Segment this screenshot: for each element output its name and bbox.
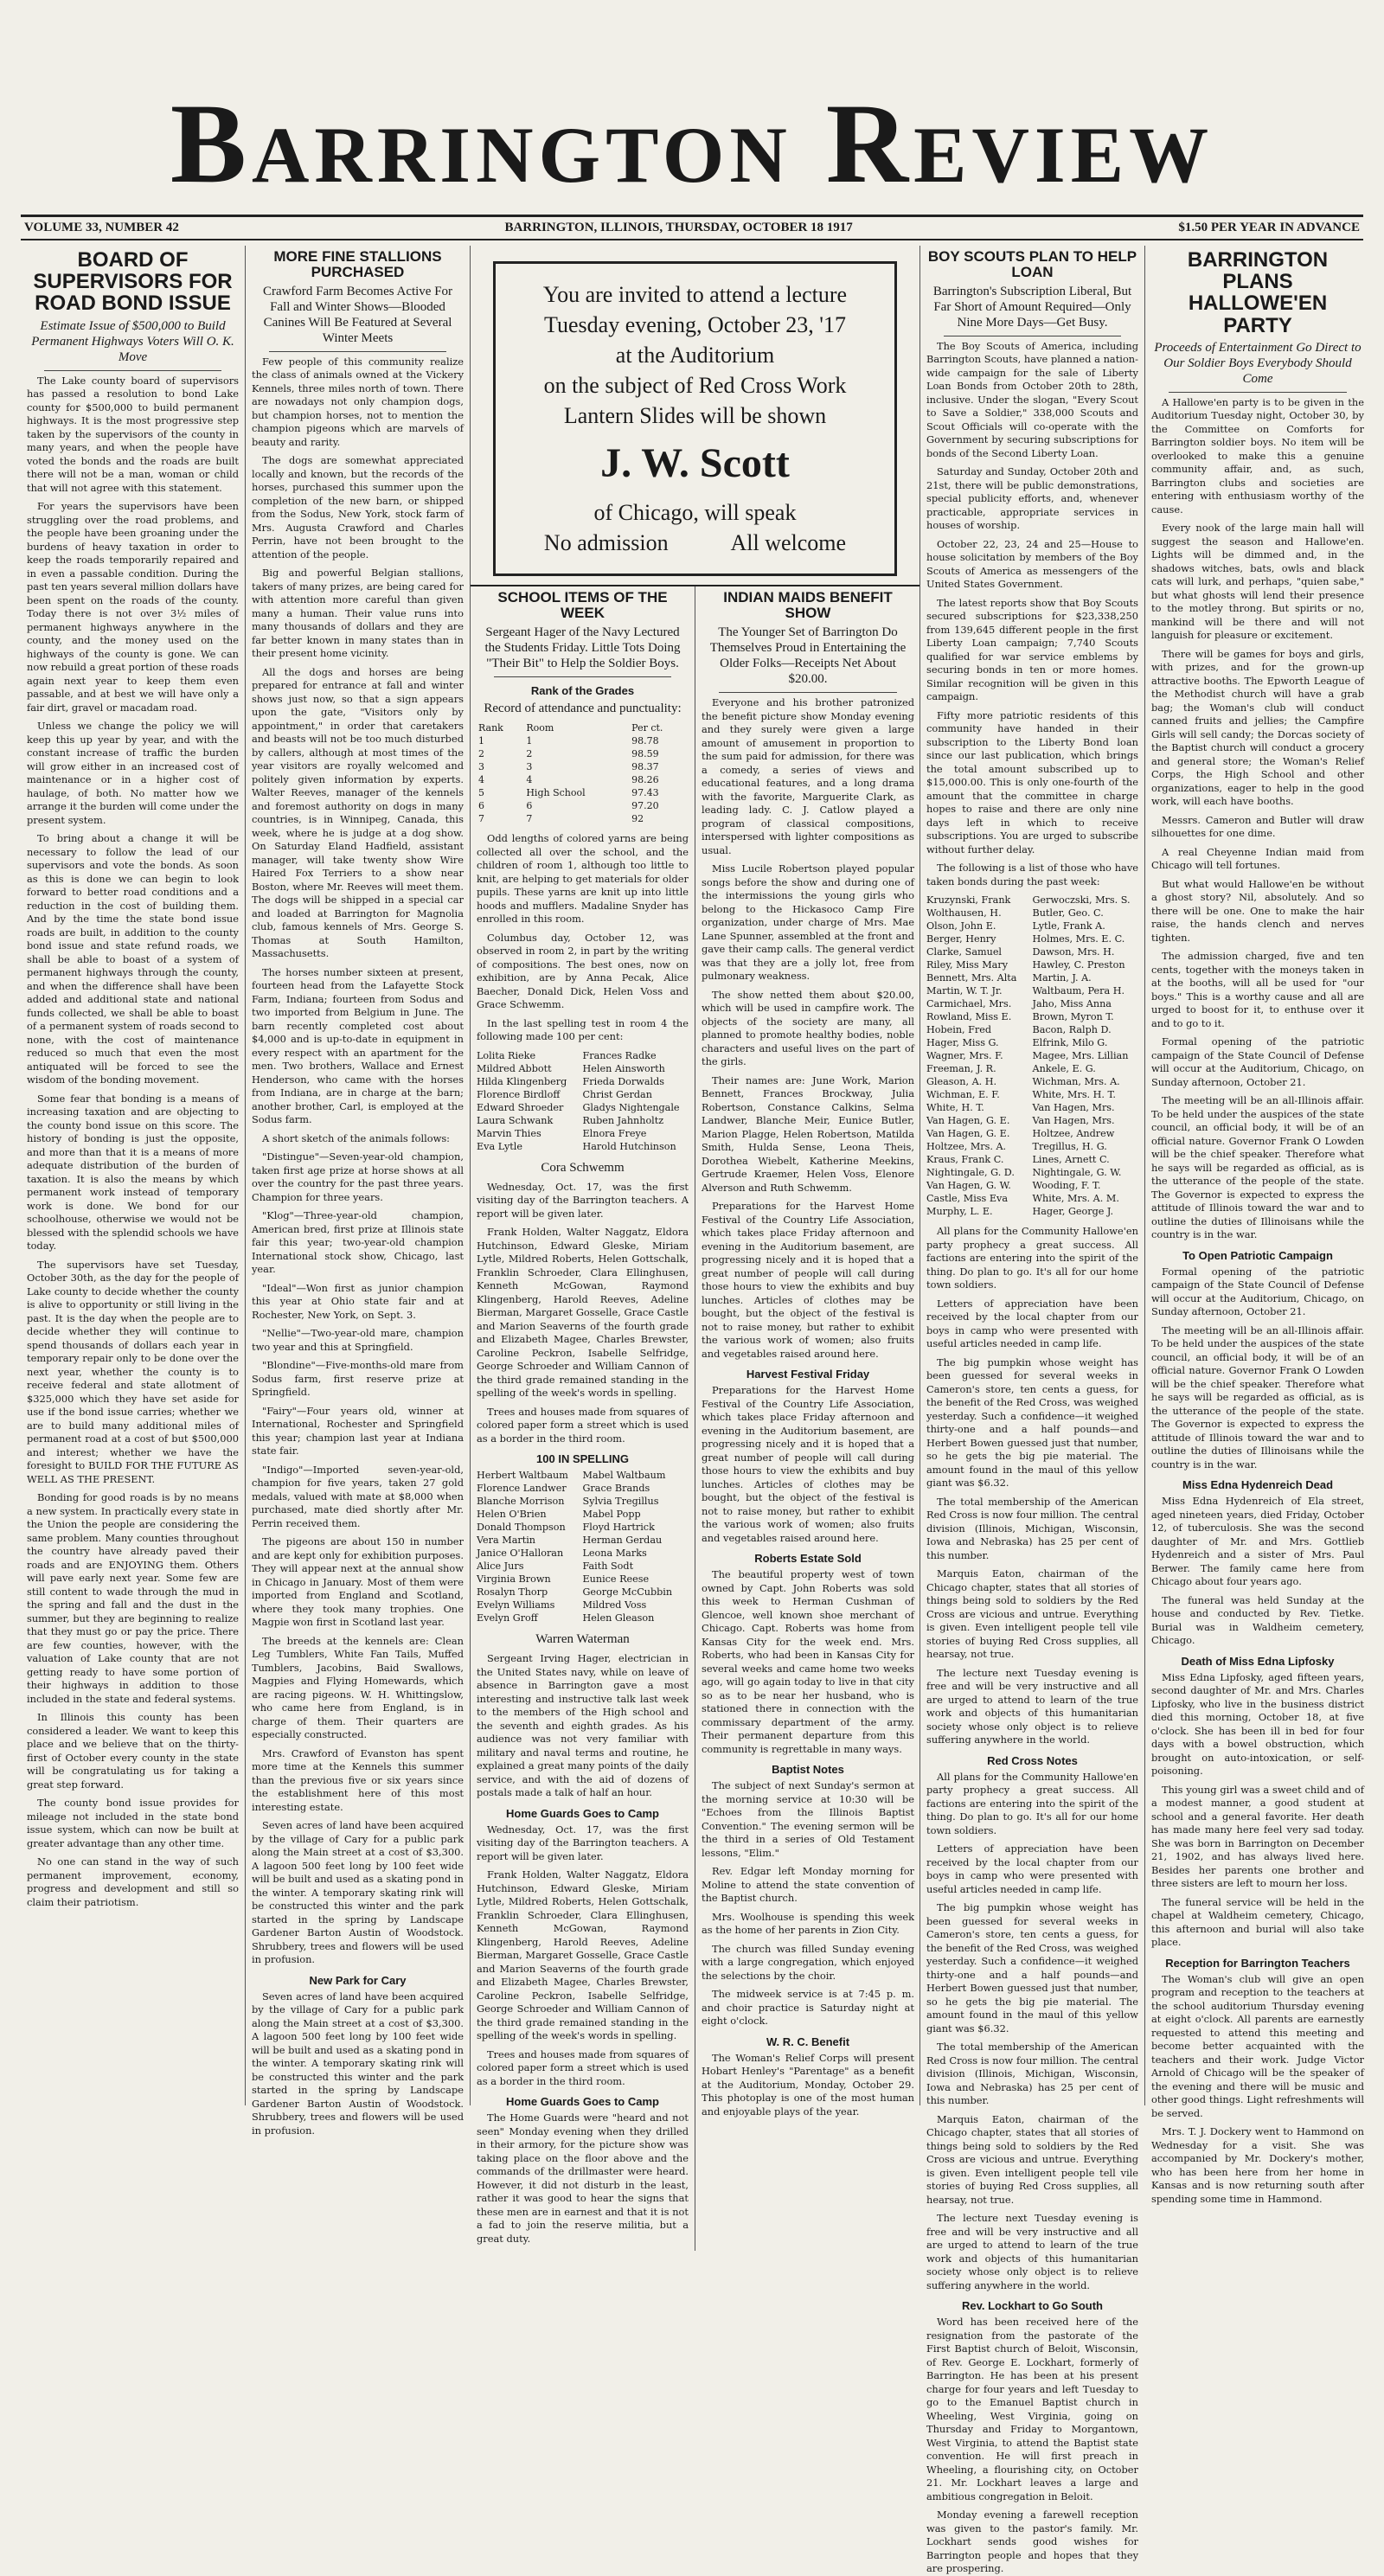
- name-entry: Donald Thompson: [477, 1522, 566, 1534]
- story-paragraph: All plans for the Community Hallowe'en party prophecy a great success. All factions are entering into the spirit of the thing. Do plan to go. It's all for our home town soldiers.: [926, 1770, 1138, 1836]
- story-paragraph: For years the supervisors have been struggling over the road problems, and the people have been groaning under the burdens of heavy taxation in order to keep the roads temporarily repaired and in even a passable condition. During the past ten years several million dollars have been spent on the roads of the county. Today there is not over 3½ miles of permanent highways anywhere in the county, and the money used on the highways of the county is gone. We can now rebuild a great portion of these roads again next year to keep them even passable, and at best we will have only a fair dirt, gravel or macadam road.: [27, 500, 239, 714]
- story-paragraph: There will be games for boys and girls, with prizes, and for the grown-up attractive booths. The Epworth League of the Methodist church will have a grab bag; the Woman's club will conduct canned fruits and jellies; the Campfire Girls will sell candy; the Dorcas society of the Baptist church will conduct a grocery and general store; the Woman's Relief Corps, the High School and other organizations, eager to help in the good work, will each have booths.: [1151, 647, 1364, 808]
- story-paragraph: The lecture next Tuesday evening is free and will be very instructive and all are urged to attend to learn of the true work and objects of this humanitarian society whose only object is to relieve suffering anywhere in the world.: [926, 2212, 1138, 2291]
- ad-foot-right: All welcome: [730, 530, 847, 556]
- place-date: BARRINGTON, ILLINOIS, THURSDAY, OCTOBER 18 1917: [504, 221, 853, 234]
- story-paragraph: To bring about a change it will be necessary to follow the lead of our supervisors and vote the bonds. As soon as this is done we can begin to look forward to better road conditions and a reduction in the cost of building them. And by the time the state bond issue roads are built, in addition to the county bond issue and state refund roads, we shall be able to boast of a system of permanent highways through the county, and when the difference shall have been added and additional state and national funds collected, we shall be able to boast of a permanent system of roads second to none, with the cost of maintenance reduced so much that even the most antiquated will be forced to see the wisdom of the bonding movement.: [27, 832, 239, 1086]
- story-paragraph: Miss Edna Lipfosky, aged fifteen years, second daughter of Mr. and Mrs. Charles Lipfosky, who live in the business district died this morning, October 18, at five o'clock. She has been ill in bed for four days with a bowel obstruction, which brought on auto-intoxication, or self-poisoning.: [1151, 1670, 1364, 1778]
- story-paragraph: Formal opening of the patriotic campaign of the State Council of Defense will occur at the Auditorium, Chicago, on Sunday afternoon, October 21.: [1151, 1035, 1364, 1088]
- story-paragraph: The Lake county board of supervisors has passed a resolution to bond Lake county for $500,000 to build permanent highways. It is the most progressive step taken by the supervisors of the county in many years, and when the people have voted the bonds and the roads are built there will not be a man, woman or child that will not agree with this statement.: [27, 374, 239, 494]
- story-paragraph: October 22, 23, 24 and 25—House to house solicitation by members of the Boy Scouts of America as messengers of the United States Government.: [926, 537, 1138, 591]
- name-list: [477, 1049, 689, 1153]
- name-entry: Floyd Hartrick: [582, 1522, 655, 1534]
- grades-cell: 1: [478, 735, 484, 747]
- name-entry: Alice Jurs: [477, 1560, 524, 1573]
- story-paragraph: "Distingue"—Seven-year-old champion, taken first age prize at horse shows at all over the country for the past three years. Champion for three years.: [252, 1150, 464, 1203]
- subheadline: New Park for Cary: [309, 1973, 407, 1987]
- name-entry: Frieda Dorwalds: [582, 1075, 664, 1087]
- name-entry: Frances Radke: [582, 1049, 657, 1061]
- grades-cell: 2: [478, 748, 484, 760]
- story-paragraph: A Hallowe'en party is to be given in the Auditorium Tuesday night, October 30, by the Committee on Comforts for Barrington soldier boys. No item will be overlooked to make this a genuine community affair, and, as such, Barrington clubs and societies are entering with enthusiasm worthy of the cause.: [1151, 395, 1364, 516]
- story-paragraph: Miss Lucile Robertson played popular songs before the show and during one of the intermissions the young girls who belong to the Hickasoco Camp Fire organization, under charge of Mrs. Mae Lane Spunner, assembled at the front and gave their camp calls. The general verdict was that they are a jolly lot, free from pulmonary weakness.: [702, 862, 914, 983]
- grades-cell: 97.43: [631, 787, 659, 799]
- story-paragraph: The pigeons are about 150 in number and are kept only for exhibition purposes. They will appear next at the annual show in Chicago in January. Most of them were imported from England and Scotland, where they took many trophies. One Magpie won first in Scotland last year.: [252, 1535, 464, 1629]
- lecture-advertisement: [493, 261, 897, 576]
- story-paragraph: "Ideal"—Won first as junior champion this year at Ohio state fair and at Rochester, New York, on Sept. 3.: [252, 1281, 464, 1321]
- deck: Barrington's Subscription Liberal, But Far Short of Amount Required—Only Nine More Days—Get Busy.: [932, 284, 1132, 330]
- grades-cell: High School: [526, 787, 586, 799]
- headline: BOARD OF SUPERVISORS FOR ROAD BOND ISSUE: [33, 248, 233, 316]
- ad-line-6: of Chicago, will speak: [593, 500, 797, 526]
- story-paragraph: "Fairy"—Four years old, winner at International, Rochester and Springfield this year; champion last year at Indiana state fair.: [252, 1404, 464, 1458]
- name-entry: Vera Martin: [477, 1535, 535, 1547]
- story-paragraph: The horses number sixteen at present, fourteen head from the Lafayette Stock Farm, Indiana; fourteen from Sodus and two imported from Belgium in June. The barn recently completed cost about $4,000 and is up-to-date in equipment in every respect with an apartment for the men. Two brothers, Wallace and Ernest Henderson, who came with the horses from Indiana, are in charge at the barn; another brother, Carl, is employed at the Sodus farm.: [252, 965, 464, 1126]
- story-paragraph: Frank Holden, Walter Naggatz, Eldora Hutchinson, Edward Gleske, Miriam Lytle, Mildred Roberts, Helen Gottschalk, Franklin Schroeder, Clara Ellinghusen, Kenneth McGowan, Raymond Klingenberg, Harold Reeves, Adeline Bierman, Margaret Gosselle, Grace Castle and Marion Seaverns of the fourth grade and Elizabeth Magee, Charles Brewster, Caroline Peckron, Isabelle Selfridge, George Schroeder and William Cannon of the third grade remained standing in the spelling of the week's words in spelling.: [477, 1226, 689, 1400]
- name-entry: Freeman, J. R.: [926, 1063, 996, 1075]
- name-entry: Lytle, Frank A.: [1032, 920, 1105, 932]
- column-5: [920, 246, 1145, 2575]
- name-entry: Bacon, Ralph D.: [1032, 1024, 1112, 1036]
- story-paragraph: Wednesday, Oct. 17, was the first visiting day of the Barrington teachers. A report will be given later.: [477, 1823, 689, 1862]
- name-entry: Magee, Mrs. Lillian: [1032, 1050, 1129, 1062]
- grades-cell: 5: [478, 787, 484, 799]
- name-entry: Rosalyn Thorp: [477, 1586, 548, 1599]
- headline: MORE FINE STALLIONS PURCHASED: [273, 248, 442, 280]
- grades-cell: 98.26: [631, 774, 659, 786]
- name-entry: Lolita Rieke: [477, 1049, 536, 1061]
- story-paragraph: Frank Holden, Walter Naggatz, Eldora Hutchinson, Edward Gleske, Miriam Lytle, Mildred Roberts, Helen Gottschalk, Franklin Schroeder, Clara Ellinghusen, Kenneth McGowan, Raymond Klingenberg, Harold Reeves, Adeline Bierman, Margaret Gosselle, Grace Castle and Marion Seaverns of the fourth grade and Elizabeth Magee, Charles Brewster, Caroline Peckron, Isabelle Selfridge, George Schroeder and William Cannon of the third grade remained standing in the spelling of the week's words in spelling.: [477, 1868, 689, 2042]
- story-paragraph: The following is a list of those who have taken bonds during the past week:: [926, 862, 1138, 888]
- story-paragraph: Unless we change the policy we will keep this up year by year, and with the constant increase of traffic the burden will grow either in an increased cost of maintenance or in a higher cost of haulage, of both. No matter how we arrange it the burden will come under the present system.: [27, 720, 239, 826]
- story-paragraph: Mrs. T. J. Dockery went to Hammond on Wednesday for a visit. She was accompanied by Mr. Dockery's mother, who has been here from her home in Kansas and is now returning south after spending some time in Hammond.: [1151, 2125, 1364, 2205]
- name-entry: Herbert Waltbaum: [477, 1470, 568, 1482]
- grades-cell: 98.78: [631, 735, 659, 747]
- name-list: [477, 1469, 689, 1624]
- story-paragraph: All plans for the Community Hallowe'en party prophecy a great success. All factions are entering into the spirit of the thing. Do plan to go. It's all for our home town soldiers.: [926, 1225, 1138, 1291]
- name-entry: Wagner, Mrs. F.: [926, 1050, 1003, 1062]
- deck: Proceeds of Entertainment Go Direct to Our Soldier Boys Everybody Should Come: [1154, 340, 1362, 386]
- deck: Sergeant Hager of the Navy Lectured the Students Friday. Little Tots Doing "Their Bit" to Help the Soldier Boys.: [484, 625, 681, 671]
- name-entry: Lines, Arnett C.: [1032, 1154, 1110, 1166]
- grades-cell: 6: [526, 800, 533, 812]
- name-entry: Gerwoczski, Mrs. S.: [1032, 894, 1131, 907]
- name-entry: Jaho, Miss Anna: [1032, 998, 1112, 1010]
- subheadline: Rev. Lockhart to Go South: [962, 2299, 1103, 2313]
- name-entry: Grace Brands: [582, 1483, 650, 1495]
- name-entry: Cora Schwemm: [541, 1160, 625, 1175]
- name-entry: Gladys Nightengale: [582, 1101, 680, 1113]
- subheadline: Home Guards Goes to Camp: [506, 1806, 659, 1820]
- name-entry: Nightingale, G. D.: [926, 1167, 1015, 1179]
- grades-cell: 1: [526, 735, 533, 747]
- story-paragraph: The supervisors have set Tuesday, October 30th, as the day for the people of Lake county to decide whether the county is alive to opportunity or still living in the past. It is the day when the people are to decide whether they will continue to spend thousands of dollars each year in temporary repair only to be done over the next year, whether the county is to receive federal and state allotment of $325,000 which they have set aside for use if the bond issue carries; whether we are to build many additional miles of permanent road at a cost of but $500,000 and interest; whether we have the foresight to BUILD FOR THE FUTURE AS WELL AS THE PRESENT.: [27, 1258, 239, 1485]
- subheadline: Death of Miss Edna Lipfosky: [1181, 1654, 1335, 1668]
- name-entry: Ankele, E. G.: [1032, 1063, 1096, 1075]
- headline: INDIAN MAIDS BENEFIT SHOW: [723, 589, 893, 622]
- name-entry: Martin, J. A.: [1032, 972, 1092, 984]
- story-paragraph: In Illinois this county has been considered a leader. We want to keep this place and we believe that on the thirty-first of October every county in the state will be congratulating us for taking a great step forward.: [27, 1711, 239, 1791]
- story-paragraph: A short sketch of the animals follows:: [262, 1131, 451, 1144]
- name-entry: Eva Lytle: [477, 1140, 522, 1152]
- story-paragraph: Everyone and his brother patronized the benefit picture show Monday evening and they surely were given a large amount of amusement in proportion to the sum paid for admission, for there was a comedy, a series of views and educational features, and a long drama with the favorite, Marguerite Clark, as leading lady. C. J. Catlow played a program of classical compositions, interspersed with lighter compositions as usual.: [702, 696, 914, 856]
- name-entry: Leona Marks: [582, 1548, 647, 1560]
- story-paragraph: Sergeant Irving Hager, electrician in the United States navy, while on leave of absence in Barrington gave a most interesting and instructive talk last week to the members of the High school and the seventh and eighth grades. As his audience was not very familiar with military and naval terms and routine, he explained a great many points of the daily service, and with the aid of dozens of postals made a talk of half an hour.: [477, 1652, 689, 1799]
- story-paragraph: The Woman's club will give an open program and reception to the teachers at the school auditorium Thursday evening at eight o'clock. All parents are earnestly requested to attend this meeting and become better acquainted with the teachers and their work. Judge Victor Arnold of Chicago will be the speaker of the evening and there will be music and other good things. Light refreshments will be served.: [1151, 1972, 1364, 2119]
- name-entry: Butler, Geo. C.: [1032, 907, 1104, 920]
- grades-cell: 92: [631, 813, 644, 825]
- headline: SCHOOL ITEMS OF THE WEEK: [497, 589, 668, 622]
- name-entry: Mildred Voss: [582, 1599, 647, 1612]
- name-entry: Helen Gleason: [582, 1612, 655, 1624]
- name-entry: Wolthausen, H.: [926, 907, 1002, 920]
- name-entry: Warren Waterman: [535, 1632, 630, 1647]
- story-paragraph: The midweek service is at 7:45 p. m. and choir practice is Saturday night at eight o'clock.: [702, 1988, 914, 2028]
- name-entry: Virginia Brown: [477, 1573, 551, 1586]
- story-paragraph: The funeral was held Sunday at the house and conducted by Rev. Tietke. Burial was in Waldheim cemetery, Chicago.: [1151, 1593, 1364, 1647]
- story-paragraph: Miss Edna Hydenreich of Ela street, aged nineteen years, died Friday, October 12, of tuberculosis. She was the second daughter of Mr. and Mrs. Gottlieb Hydenreich and a sister of Mrs. Paul Berwer. The family came here from Chicago about four years ago.: [1151, 1495, 1364, 1588]
- story-paragraph: The dogs are somewhat appreciated locally and known, but the records of the horses, purchased this summer upon the completion of the new barn, or shipped from the Sodus, New York, stock farm of Mrs. Augusta Crawford and Charles Perrin, have not been brought to the attention of the people.: [252, 454, 464, 561]
- name-entry: Castle, Miss Eva: [926, 1193, 1009, 1205]
- name-entry: Kruzynski, Frank: [926, 894, 1011, 907]
- divider: [494, 676, 671, 677]
- story-paragraph: Preparations for the Harvest Home Festival of the Country Life Association, which takes place Friday afternoon and evening in the Auditorium basement, are progressing nicely and it is hoped that a great number of people will call during those hours to view the exhibits and buy lunches. Articles of clothes may be bought, but the object of the festival is not to raise money, but rather to exhibit the various work of women; also fruits and vegetables raised around here.: [702, 1200, 914, 1360]
- story-paragraph: Preparations for the Harvest Home Festival of the Country Life Association, which takes place Friday afternoon and evening in the Auditorium basement, are progressing nicely and it is hoped that a great number of people will call during those hours to view the exhibits and buy lunches. Articles of clothes may be bought, but the object of the festival is not to raise money, but rather to exhibit the various work of women; also fruits and vegetables raised around here.: [702, 1384, 914, 1544]
- deck: Estimate Issue of $500,000 to Build Permanent Highways Voters Will O. K. Move: [31, 318, 234, 364]
- subheadline: Home Guards Goes to Camp: [506, 2095, 659, 2109]
- subheadline: To Open Patriotic Campaign: [1182, 1248, 1333, 1262]
- story-paragraph: "Nellie"—Two-year-old mare, champion two year and this at Springfield.: [252, 1327, 464, 1353]
- grades-header-cell: Room: [526, 722, 554, 734]
- headline: BOY SCOUTS PLAN TO HELP LOAN: [927, 248, 1137, 280]
- name-entry: Laura Schwank: [477, 1114, 554, 1126]
- story-paragraph: The Boy Scouts of America, including Barrington Scouts, have planned a nation-wide campaign for the sale of Liberty Loan Bonds from October 20th to 28th, inclusive. Under the slogan, "Every Scout to Save a Soldier," 338,000 Scouts and Scout Officials will co-operate with the Government by securing subscriptions for bonds of the Second Liberty Loan.: [926, 339, 1138, 459]
- column-4: [695, 586, 920, 2251]
- middle-columns: [471, 585, 919, 2251]
- name-entry: Murphy, L. E.: [926, 1206, 993, 1218]
- name-entry: Edward Shroeder: [477, 1101, 564, 1113]
- name-entry: Tregillus, H. G.: [1032, 1141, 1107, 1153]
- story-paragraph: Saturday and Sunday, October 20th and 21st, there will be public demonstrations, special publicity efforts, and, whenever practicable, appropriate services in houses of worship.: [926, 465, 1138, 532]
- column-6: [1145, 246, 1370, 2205]
- deck: Crawford Farm Becomes Active For Fall and Winter Shows—Blooded Canines Will Be Featured at Several Winter Meets: [262, 284, 453, 345]
- name-entry: Eunice Reese: [582, 1573, 650, 1586]
- story-paragraph: Fifty more patriotic residents of this community have handed in their subscription to the Liberty Bond loan since our last publication, which brings the total amount subscribed up to $15,000.00. This is only one-fourth of the amount that the committee in charge hopes to raise and there are only nine days left in which to receive subscriptions. You are urged to subscribe without further delay.: [926, 708, 1138, 855]
- story-paragraph: Trees and houses made from squares of colored paper form a street which is used as a border in the third room.: [477, 1405, 689, 1445]
- grades-cell: 2: [526, 748, 533, 760]
- grades-row: [477, 786, 689, 799]
- story-paragraph: The lecture next Tuesday evening is free and will be very instructive and all are urged to attend to learn of the true work and objects of this humanitarian society whose only object is to relieve suffering anywhere in the world.: [926, 1666, 1138, 1746]
- subheadline: Harvest Festival Friday: [746, 1368, 870, 1381]
- story-paragraph: The funeral service will be held in the chapel at Waldheim cemetery, Chicago, this afternoon and burial will also take place.: [1151, 1895, 1364, 1949]
- name-entry: Harold Hutchinson: [582, 1140, 676, 1152]
- name-entry: Dawson, Mrs. H.: [1032, 946, 1115, 958]
- name-entry: Carmichael, Mrs.: [926, 998, 1012, 1010]
- name-entry: Berger, Henry: [926, 933, 996, 945]
- story-paragraph: Columbus day, October 12, was observed in room 2, in part by the writing of compositions. The best ones, now on exhibition, are by Anna Pecak, Alice Baecher, Donald Dick, Helen Voss and Grace Schwemm.: [477, 931, 689, 1011]
- grades-cell: 97.20: [631, 800, 659, 812]
- story-paragraph: The admission charged, five and ten cents, together with the moneys taken in at the booths, will all be used for "our boys." This is a worthy cause and all are urged to boost for it, to enthuse over it and to go to it.: [1151, 950, 1364, 1029]
- grades-cell: 7: [526, 813, 533, 825]
- name-entry: Herman Gerdau: [582, 1535, 663, 1547]
- ad-line-1: You are invited to attend a lecture: [542, 282, 848, 307]
- name-entry: Mabel Waltbaum: [582, 1470, 666, 1482]
- subheadline: Red Cross Notes: [987, 1753, 1078, 1767]
- story-paragraph: Mrs. Crawford of Evanston has spent more time at the Kennels this summer than the previous five or six years since the establishment here of this most interesting estate.: [252, 1746, 464, 1813]
- story-paragraph: Every nook of the large main hall will suggest the season and Hallowe'en. Lights will be dimmed and, in the shadows witches, bats, owls and black cats will lurk, and perhaps, "quien sabe," but what ghosts will lend their presence to the motley throng. But spirits or no, mankind will be there and will not languish for pleasure or excitement.: [1151, 522, 1364, 642]
- name-entry: Clarke, Samuel: [926, 946, 1003, 958]
- name-entry: Helen Ainsworth: [582, 1062, 665, 1074]
- story-paragraph: The total membership of the American Red Cross is now four million. The central division (Illinois, Michigan, Wisconsin, Iowa and Nebraska) has 25 per cent of this number.: [926, 2041, 1138, 2107]
- grades-row: [477, 773, 689, 786]
- grades-header-cell: Rank: [478, 722, 503, 734]
- story-paragraph: Rev. Edgar left Monday morning for Moline to attend the state convention of the Baptist church.: [702, 1865, 914, 1905]
- dateline: [21, 215, 1363, 240]
- name-entry: Marvin Thies: [477, 1127, 541, 1139]
- grades-row: [477, 799, 689, 812]
- name-entry: Faith Sodt: [582, 1560, 634, 1573]
- grades-cell: 3: [478, 761, 484, 773]
- grades-cell: 4: [526, 774, 533, 786]
- story-paragraph: "Klog"—Three-year-old champion, American bred, first prize at Illinois state fair this year; two-year-old champion International stock show, Chicago, last year.: [252, 1209, 464, 1276]
- story-paragraph: The church was filled Sunday evening with a large congregation, which enjoyed the selections by the choir.: [702, 1942, 914, 1982]
- name-entry: Mabel Popp: [582, 1509, 641, 1521]
- name-entry: White, Mrs. A. M.: [1032, 1193, 1119, 1205]
- story-paragraph: Mrs. Woolhouse is spending this week as the home of her parents in Zion City.: [702, 1910, 914, 1937]
- grades-cell: 6: [478, 800, 484, 812]
- story-paragraph: Formal opening of the patriotic campaign of the State Council of Defense will occur at the Auditorium, Chicago, on Sunday afternoon, October 21.: [1151, 1265, 1364, 1318]
- name-entry: Bennett, Mrs. Alta: [926, 972, 1017, 984]
- grades-cell: 98.59: [631, 748, 659, 760]
- name-entry: Van Hagen, G. E.: [926, 1128, 1010, 1140]
- story-paragraph: The show netted them about $20.00, which will be used in campfire work. The objects of the society are many, all planned to promote healthy bodies, noble characters and useful lives on the part of the girls.: [702, 988, 914, 1068]
- grades-header-cell: Per ct.: [631, 722, 663, 734]
- name-entry: Waltbaum, Pera H.: [1032, 985, 1125, 997]
- name-entry: Florence Landwer: [477, 1483, 567, 1495]
- story-paragraph: Wednesday, Oct. 17, was the first visiting day of the Barrington teachers. A report will be given later.: [477, 1180, 689, 1220]
- divider: [1169, 392, 1347, 393]
- name-entry: Holmes, Mrs. E. C.: [1032, 933, 1125, 945]
- divider: [719, 692, 897, 693]
- name-entry: Kraus, Frank C.: [926, 1154, 1004, 1166]
- grades-row: [477, 747, 689, 760]
- grades-row: [477, 760, 689, 773]
- story-paragraph: Few people of this community realize the class of animals owned at the Vickery Kennels, three miles north of town. There are nowadays not only champion dogs, but champion horses, not to mention the champion pigeons which are marvels of beauty and rarity.: [252, 355, 464, 448]
- story-paragraph: Seven acres of land have been acquired by the village of Cary for a public park along the Main street at a cost of $3,300. A lagoon 500 feet long by 100 feet wide will be built and used as a skating pond in the winter. A temporary skating rink will be constructed this winter and the park started in the spring by Landscape Gardener Barton Austin of Woodstock. Shrubbery, trees and flowers will be used in profusion.: [252, 1990, 464, 2137]
- story-paragraph: The Home Guards were "heard and not seen" Monday evening when they drilled in their armory, for the picture show was taking place on the floor above and the commands of the drillmaster were heard. However, it did not disturb in the least, rather it was good to hear the signs that these men are in earnest and that it is not a fad to join the reserve militia, but a great duty.: [477, 2111, 689, 2245]
- story-paragraph: Messrs. Cameron and Butler will draw silhouettes for one dime.: [1151, 813, 1364, 840]
- name-entry: Helen O'Brien: [477, 1509, 547, 1521]
- name-entry: White, H. T.: [926, 1102, 984, 1114]
- name-entry: Riley, Miss Mary: [926, 959, 1009, 971]
- column-1: [21, 246, 246, 2105]
- story-paragraph: In the last spelling test in room 4 the following made 100 per cent:: [477, 1016, 689, 1043]
- grades-cell: 3: [526, 761, 533, 773]
- name-entry: Evelyn Williams: [477, 1599, 555, 1612]
- headline: BARRINGTON PLANS HALLOWE'EN PARTY: [1187, 248, 1329, 337]
- name-entry: Nightingale, G. W.: [1032, 1167, 1122, 1179]
- column-3: [471, 586, 695, 2251]
- story-paragraph: The subject of next Sunday's sermon at the morning service at 10:30 will be "Echoes from the Illinois Baptist Convention." The evening sermon will be the third in a series of Old Testament lessons, "Elim.": [702, 1779, 914, 1859]
- name-entry: Brown, Myron T.: [1032, 1011, 1114, 1023]
- story-paragraph: The meeting will be an all-Illinois affair. To be held under the auspices of the state council, an official body, it will be of an official nature. Governor Frank O Lowden will be the chief speaker. Therefore what he says will be regarded as official, as is the utterance of the people of the state. The Governor is expected to express the attitude of Illinois toward the war and to outline the duties of Illinoisans while the country is in the war.: [1151, 1323, 1364, 1471]
- subheadline: Baptist Notes: [772, 1763, 844, 1777]
- grades-cell: 7: [478, 813, 484, 825]
- story-paragraph: The big pumpkin whose weight has been guessed for several weeks in Cameron's store, ten cents a guess, for the benefit of the Red Cross, was weighed yesterday. Such a confidence—it weighed thirty-one and a half pounds—and Herbert Bowen guessed just that number, so he gets the big pie material. The amount found in the maul of this yellow giant was $6.32.: [926, 1901, 1138, 2035]
- grades-caption: Record of attendance and punctuality:: [484, 702, 682, 716]
- name-list: [926, 894, 1138, 1218]
- story-paragraph: Marquis Eaton, chairman of the Chicago chapter, states that all stories of things being sold to soldiers by the Red Cross are vicious and untrue. Everything is given. Even intelligent people tell vile stories of buying Red Cross supplies, all hearsay, not true.: [926, 2112, 1138, 2206]
- grades-header: [477, 721, 689, 734]
- name-entry: Van Hagen, G. W.: [926, 1180, 1011, 1192]
- divider: [269, 351, 446, 352]
- story-paragraph: Big and powerful Belgian stallions, takers of many prizes, are being cared for with attention more careful than given many a human. Their value runs into many thousands of dollars and they are far better known in many states than in their present home vicinity.: [252, 567, 464, 660]
- name-entry: Elfrink, Milo G.: [1032, 1037, 1108, 1049]
- middle-section: [471, 246, 920, 2245]
- ad-line-3: at the Auditorium: [615, 343, 775, 368]
- story-paragraph: The total membership of the American Red Cross is now four million. The central division (Illinois, Michigan, Wisconsin, Iowa and Nebraska) has 25 per cent of this number.: [926, 1495, 1138, 1561]
- name-entry: Blanche Morrison: [477, 1496, 565, 1508]
- story-paragraph: Odd lengths of colored yarns are being collected all over the school, and the children of room 1, although too little to knit, are helping to get materials for older pupils. These yarns are knit up into little hoods and mufflers. Madaline Snyder has enrolled in this room.: [477, 832, 689, 926]
- name-entry: Evelyn Groff: [477, 1612, 538, 1624]
- story-paragraph: The breeds at the kennels are: Clean Leg Tumblers, White Fan Tails, Muffed Tumblers, Jacobins, Baid Swallows, Magpies and Flying Homewards, which are racing pigeons. W. H. Whittingslow, who came here from England, is in charge of them. Their quarters are especially constructed.: [252, 1634, 464, 1741]
- subscription-price: $1.50 PER YEAR IN ADVANCE: [1178, 221, 1360, 234]
- name-entry: Hobein, Fred: [926, 1024, 992, 1036]
- story-paragraph: The county bond issue provides for mileage not included in the state bond issue system, which can now be built at greater advantage than any other time.: [27, 1797, 239, 1849]
- story-paragraph: All the dogs and horses are being prepared for entrance at fall and winter shows just now, so that a sign appears upon the gate, "Visitors only by appointment," in order that caretakers and beasts will not be too much disturbed by callers, although at most times of the year visitors are royally welcomed and politely given information by experts. Walter Reeves, manager of the kennels and foremost authority on dogs in many countries, is in Winnipeg, Canada, this week, where he is judge at a dog show. On Saturday Eland Hadfield, assistant manager, will take twenty show Wire Haired Fox Terriers to a show near Boston, where Mr. Reeves will meet them. The dogs will be shipped in a special car and loaded at Barrington for Magnolia club, famous kennels of Mrs. George S. Thomas at South Hamilton, Massachusetts.: [252, 665, 464, 960]
- name-entry: Mildred Abbott: [477, 1062, 552, 1074]
- name-entry: Holtzee, Mrs. A.: [926, 1141, 1007, 1153]
- name-entry: Wichman, Mrs. A.: [1032, 1076, 1120, 1088]
- name-entry: George McCubbin: [582, 1586, 673, 1599]
- subheadline: W. R. C. Benefit: [766, 2035, 850, 2048]
- story-paragraph: The beautiful property west of town owned by Capt. John Roberts was sold this week to Herman Cushman of Glencoe, well known shoe merchant of Chicago. Capt. Roberts was home from Kansas City for the week end. Mrs. Roberts, who had been in Kansas City for several weeks and came home two weeks ago, will go again today to live in that city so as to be near her husband, who is stationed there in connection with the commissary department of the army. Their permanent departure from this community is regrettable in many ways.: [702, 1568, 914, 1755]
- name-entry: Hilda Klingenberg: [477, 1075, 567, 1087]
- story-paragraph: Some fear that bonding is a means of increasing taxation and are objecting to the county bond issue on this score. The history of bonding is just the opposite, and more than that it is a means of more adequate distribution of the burden of taxation. It is also the means by which permanent work instead of temporary work is done. We bond for our schoolhouse, otherwise we would not be blessed with the splendid schools we have today.: [27, 1092, 239, 1253]
- name-entry: Florence Birdloff: [477, 1088, 561, 1100]
- name-entry: Janice O'Halloran: [477, 1548, 564, 1560]
- name-entry: Wooding, F. T.: [1032, 1180, 1101, 1192]
- ad-line-2: Tuesday evening, October 23, '17: [544, 312, 846, 338]
- grades-row: [477, 812, 689, 825]
- subheadline: Roberts Estate Sold: [754, 1552, 862, 1566]
- ad-footer: [513, 528, 877, 558]
- deck: The Younger Set of Barrington Do Themselves Proud in Entertaining the Older Folks—Receipts Net About $20.00.: [709, 625, 907, 687]
- name-entry: Van Hagen, G. E.: [926, 1115, 1010, 1127]
- story-paragraph: Their names are: June Work, Marion Bennett, Frances Brockway, Julia Robertson, Constance Calkins, Selma Landwer, Blanche Meir, Eunice Butler, Marion Plagge, Helen Robertson, Matilda Smith, Hulda Sense, Leona Theis, Dorothea Wiebelt, Katherine Meekins, Gertrude Kraemer, Helen Voss, Elenore Alverson and Ruth Schwemm.: [702, 1073, 914, 1194]
- story-paragraph: The latest reports show that Boy Scouts secured subscriptions for $23,338,250 from 139,645 different people in the first Liberty Loan campaign; 7,740 Scouts qualified for war service emblems by securing bonds in ten or more homes. Similar recognition will be given in this campaign.: [926, 596, 1138, 703]
- name-entry: Hager, George J.: [1032, 1206, 1114, 1218]
- story-paragraph: Bonding for good roads is by no means a new system. In practically every state in the Union the people are considering the same problem. Many counties throughout the country have already paved their roads and are ENJOYING them. Others will pave early next year. Some few are still content to wade through the mud in the spring and fall and the dust in the summer, but they are beginning to realize that they must go or pay the price. There are few counties, however, with the valuation of Lake county that are not getting ready to have some portion of their highways in addition to those included in the state and federal systems.: [27, 1491, 239, 1705]
- subheadline: Reception for Barrington Teachers: [1165, 1956, 1350, 1970]
- ad-line-4: on the subject of Red Cross Work: [543, 373, 847, 399]
- name-entry: Van Hagen, Mrs.: [1032, 1102, 1115, 1114]
- story-paragraph: A real Cheyenne Indian maid from Chicago will tell fortunes.: [1151, 845, 1364, 872]
- columns: [21, 246, 1364, 2575]
- name-entry: Gleason, A. H.: [926, 1076, 997, 1088]
- name-entry: Van Hagen, Mrs.: [1032, 1115, 1115, 1127]
- column-2: [246, 246, 471, 2137]
- name-entry: Rowland, Miss E.: [926, 1011, 1012, 1023]
- grades-cell: 4: [478, 774, 484, 786]
- masthead-title: Barrington Review: [170, 80, 1214, 207]
- story-paragraph: Trees and houses made from squares of colored paper form a street which is used as a border in the third room.: [477, 2047, 689, 2087]
- story-paragraph: Seven acres of land have been acquired by the village of Cary for a public park along the Main street at a cost of $3,300. A lagoon 500 feet long by 100 feet wide will be built and used as a skating pond in the winter. A temporary skating rink will be constructed this winter and the park started in the spring by Landscape Gardener Barton Austin of Woodstock. Shrubbery, trees and flowers will be used in profusion.: [252, 1819, 464, 1966]
- story-paragraph: Word has been received here of the resignation from the pastorate of the First Baptist church of Beloit, Wisconsin, of Rev. George E. Lockhart, formerly of Barrington. He has been at his present charge for four years and left Tuesday to go to the Emanuel Baptist church in Wheeling, West Virginia, going on Thursday and Friday to Morgantown, West Virginia, to attend the Baptist state convention. He will first preach in Wheeling, a flourishing city, on October 21. Mr. Lockhart leaves a large and ambitious congregation in Beloit.: [926, 2316, 1138, 2502]
- story-paragraph: But what would Hallowe'en be without a ghost story? Nil, absolutely. And so there will be one. One to make the hair raise, the hands clench and nerves tighten.: [1151, 877, 1364, 944]
- name-entry: Wichman, E. F.: [926, 1089, 1000, 1101]
- story-paragraph: No one can stand in the way of such permanent improvement, economy, progress and development and still so claim their patriotism.: [27, 1855, 239, 1908]
- story-paragraph: Monday evening a farewell reception was given to the pastor's family. Mr. Lockhart sends good wishes for Barrington people and hopes that they are prospering.: [926, 2509, 1138, 2575]
- grades-row: [477, 734, 689, 747]
- ad-foot-left: No admission: [543, 530, 669, 556]
- volume-number: VOLUME 33, NUMBER 42: [24, 221, 179, 234]
- story-paragraph: The big pumpkin whose weight has been guessed for several weeks in Cameron's store, ten cents a guess, for the benefit of the Red Cross, was weighed yesterday. Such a confidence—it weighed thirty-one and a half pounds—and Herbert Bowen guessed just that number, so he gets the big pie material. The amount found in the maul of this yellow giant was $6.32.: [926, 1355, 1138, 1490]
- grades-table: [477, 721, 689, 825]
- name-entry: Hawley, C. Preston: [1032, 959, 1125, 971]
- story-paragraph: Marquis Eaton, chairman of the Chicago chapter, states that all stories of things being sold to soldiers by the Red Cross are vicious and untrue. Everything is given. Even intelligent people tell vile stories of buying Red Cross supplies, all hearsay, not true.: [926, 1567, 1138, 1661]
- name-entry: Martin, W. T. Jr.: [926, 985, 1003, 997]
- grades-title: Rank of the Grades: [530, 684, 635, 698]
- name-entry: Hager, Miss G.: [926, 1037, 999, 1049]
- name-entry: Sylvia Tregillus: [582, 1496, 659, 1508]
- divider: [44, 370, 221, 371]
- name-entry: Ruben Jahnholtz: [582, 1114, 664, 1126]
- grades-cell: 98.37: [631, 761, 659, 773]
- name-entry: Christ Gerdan: [582, 1088, 652, 1100]
- ad-line-5: Lantern Slides will be shown: [563, 403, 827, 429]
- name-entry: Olson, John E.: [926, 920, 996, 932]
- story-paragraph: Letters of appreciation have been received by the local chapter from our boys in camp who were presented with useful articles needed in camp life.: [926, 1297, 1138, 1350]
- ad-speaker: J. W. Scott: [600, 440, 790, 487]
- story-paragraph: This young girl was a sweet child and of a modest manner, a good student at school and a general favorite. Her death has made many here feel very sad today. She was born in Barrington on December 21, 1902, and has always lived here. Besides her parents one brother and three sisters are left to mourn her loss.: [1151, 1783, 1364, 1890]
- story-paragraph: The Woman's Relief Corps will present Hobart Henley's "Parentage" as a benefit at the Auditorium, Monday, October 29. This photoplay is one of the most human and enjoyable plays of the year.: [702, 2051, 914, 2118]
- name-entry: Elnora Freye: [582, 1127, 647, 1139]
- subheadline: Miss Edna Hydenreich Dead: [1182, 1478, 1334, 1492]
- story-paragraph: The meeting will be an all-Illinois affair. To be held under the auspices of the state council, an official body, it will be of an official nature. Governor Frank O Lowden will be the chief speaker. Therefore what he says will be regarded as official, as is the utterance of the people of the state. The Governor is expected to express the attitude of Illinois toward the war and to outline the duties of Illinoisans while the country is in the war.: [1151, 1094, 1364, 1241]
- name-entry: Holtzee, Andrew: [1032, 1128, 1115, 1140]
- story-paragraph: "Indigo"—Imported seven-year-old, champion for five years, taken 27 gold medals, valued with mate at $8,000 when purchased, mate died shortly after Mr. Perrin received them.: [252, 1463, 464, 1529]
- story-paragraph: Letters of appreciation have been received by the local chapter from our boys in camp who were presented with useful articles needed in camp life.: [926, 1842, 1138, 1895]
- story-paragraph: "Blondine"—Five-months-old mare from Sodus farm, first reserve prize at Springfield.: [252, 1359, 464, 1399]
- spelling-title: 100 IN SPELLING: [536, 1452, 629, 1466]
- name-entry: White, Mrs. H. T.: [1032, 1089, 1116, 1101]
